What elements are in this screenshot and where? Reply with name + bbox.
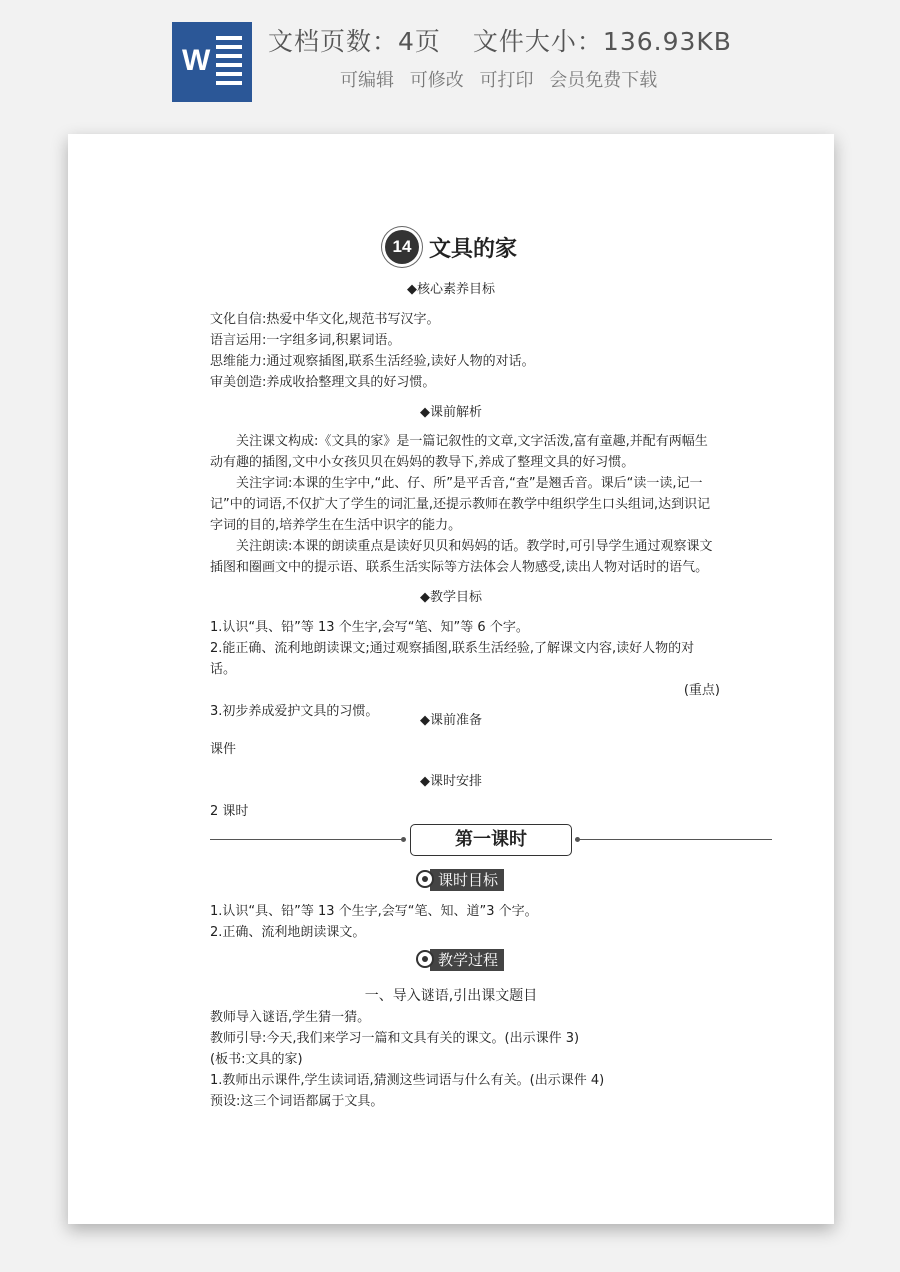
document-page [68, 134, 834, 1224]
badge-period-goals [416, 869, 516, 891]
schedule-text: 2 课时 [210, 804, 249, 819]
core-goals-list [210, 309, 720, 393]
feature-modifiable: 可修改 [409, 70, 464, 91]
feature-list [340, 66, 667, 92]
paragraph: 关注字词:本课的生字中,“此、仔、所”是平舌音,“查”是翘舌音。课后“读一读,记一记”中的词语,不仅扩大了学生的词汇量,还提示教师在教学中组织学生口头组词,达到识记字词的目的,培养学生在生活中识字的能力。 [210, 476, 711, 533]
section-teaching-goals: ◆教学目标 [420, 590, 482, 605]
teaching-goals-list [210, 617, 720, 722]
section-preparation: ◆课前准备 [420, 713, 482, 728]
badge-teaching-process [416, 949, 516, 971]
paragraph: 关注朗读:本课的朗读重点是读好贝贝和妈妈的话。教学时,可引导学生通过观察课文插图和圈画文中的提示语、联系生活实际等方法体会人物感受,读出人物对话时的语气。 [210, 539, 713, 575]
list-item: 2.正确、流利地朗读课文。 [210, 925, 366, 940]
word-file-icon: W [172, 22, 252, 102]
process-heading: 一、导入谜语,引出课文题目 [364, 988, 538, 1004]
analysis-text [210, 431, 720, 578]
list-item: 预设:这三个词语都属于文具。 [210, 1094, 384, 1109]
list-item: 文化自信:热爱中华文化,规范书写汉字。 [210, 312, 440, 327]
list-item: 教师导入谜语,学生猜一猜。 [210, 1010, 371, 1025]
list-item: 审美创造:养成收拾整理文具的好习惯。 [210, 375, 436, 390]
section-core-goals: ◆核心素养目标 [407, 282, 495, 297]
section-schedule: ◆课时安排 [420, 774, 482, 789]
file-size: 文件大小：136.93KB [472, 27, 732, 56]
target-icon [416, 870, 434, 888]
list-item: 教师引导:今天,我们来学习一篇和文具有关的课文。(出示课件 3) [210, 1031, 580, 1046]
download-header [0, 0, 900, 120]
process-text [210, 1007, 720, 1112]
badge-label: 课时目标 [430, 869, 504, 891]
list-item-note: (重点) [683, 683, 720, 698]
divider-dot [575, 837, 580, 842]
preparation-text: 课件 [210, 742, 237, 757]
feature-printable: 可打印 [479, 70, 534, 91]
period-title: 第一课时 [410, 824, 572, 856]
list-item: 语言运用:一字组多词,积累词语。 [210, 333, 401, 348]
list-item: 1.认识“具、铅”等 13 个生字,会写“笔、知”等 6 个字。 [210, 620, 529, 635]
badge-label: 教学过程 [430, 949, 504, 971]
feature-member-download: 会员免费下载 [549, 70, 658, 91]
period-goals-list [210, 901, 720, 943]
lesson-title [68, 230, 834, 264]
file-info [268, 22, 764, 58]
divider-right [575, 839, 772, 840]
target-icon [416, 950, 434, 968]
feature-editable: 可编辑 [340, 70, 394, 91]
paragraph: 关注课文构成:《文具的家》是一篇记叙性的文章,文字活泼,富有童趣,并配有两幅生动有趣的插图,文中小女孩贝贝在妈妈的教导下,养成了整理文具的好习惯。 [210, 434, 708, 470]
list-item: 1.认识“具、铅”等 13 个生字,会写“笔、知、道”3 个字。 [210, 904, 538, 919]
page-count: 文档页数：4页 [268, 27, 441, 56]
page-title: 文具的家 [428, 236, 517, 262]
list-item: 2.能正确、流利地朗读课文;通过观察插图,联系生活经验,了解课文内容,读好人物的对话。 [210, 641, 695, 677]
lesson-number-badge: 14 [385, 230, 419, 264]
divider-left [210, 839, 405, 840]
list-item: (板书:文具的家) [210, 1052, 303, 1067]
list-item: 1.教师出示课件,学生读词语,猜测这些词语与什么有关。(出示课件 4) [210, 1073, 605, 1088]
list-item: 思维能力:通过观察插图,联系生活经验,读好人物的对话。 [210, 354, 535, 369]
section-analysis: ◆课前解析 [420, 405, 482, 420]
list-item: 3.初步养成爱护文具的习惯。 [210, 704, 379, 719]
divider-dot [401, 837, 406, 842]
